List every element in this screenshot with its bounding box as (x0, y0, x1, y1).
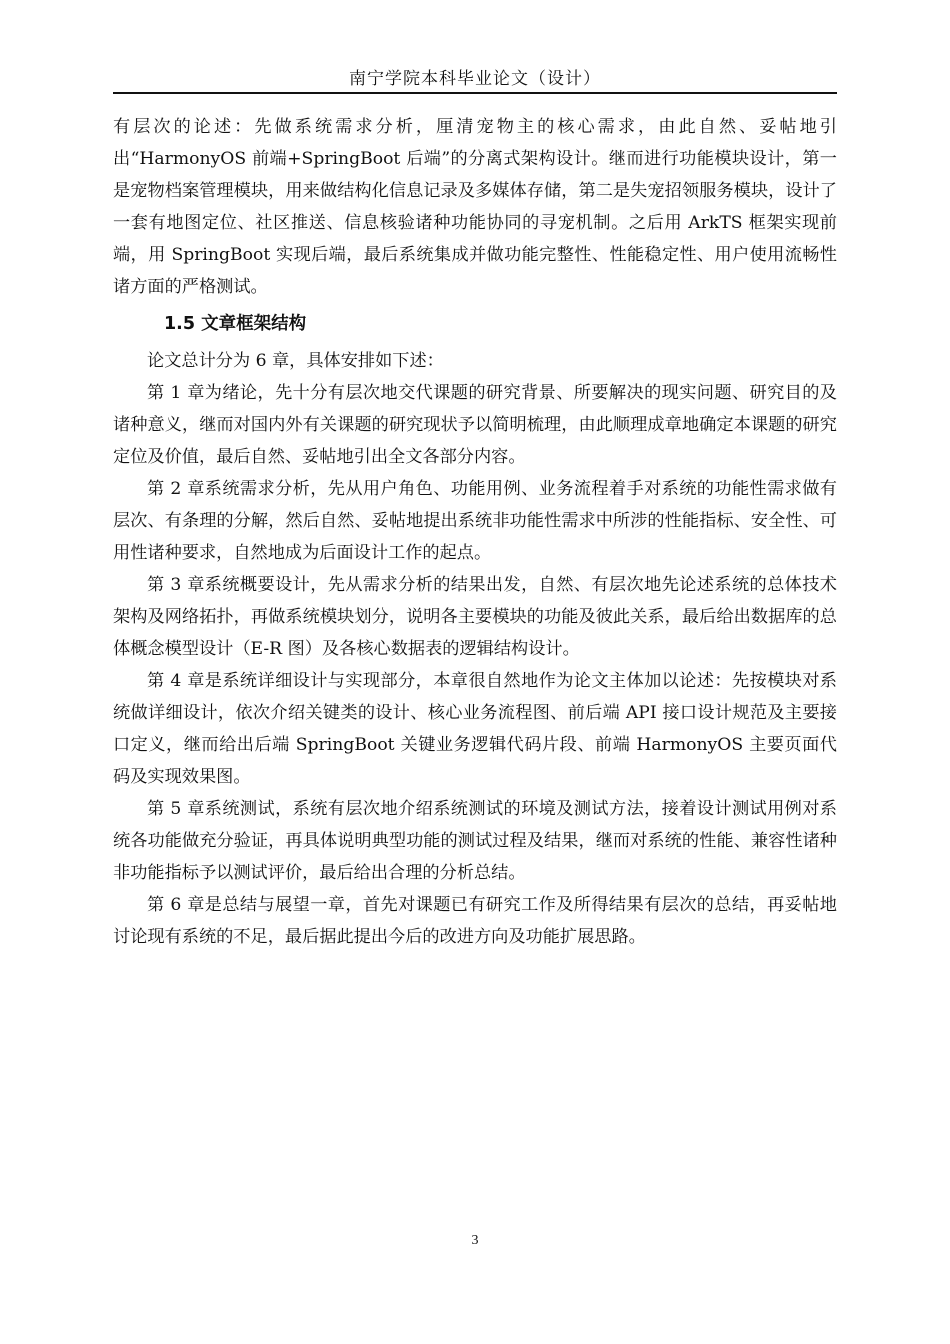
intro-paragraph: 有层次的论述：先做系统需求分析，厘清宠物主的核心需求，由此自然、妥帖地引出“HarmonyOS 前端+SpringBoot 后端”的分离式架构设计。继而进行功能模块设计，第一是宠物档案管理模块，用来做结构化信息记录及多媒体存储，第二是失宠招领服务模块，设计了一套有地图定位、社区推送、信息核验诸种功能协同的寻宠机制。之后用 ArkTS 框架实现前端，用 SpringBoot 实现后端，最后系统集成并做功能完整性、性能稳定性、用户使用流畅性诸方面的严格测试。 (113, 117, 837, 297)
chapter-5-paragraph: 第 5 章系统测试，系统有层次地介绍系统测试的环境及测试方法，接着设计测试用例对系统各功能做充分验证，再具体说明典型功能的测试过程及结果，继而对系统的性能、兼容性诸种非功能指标予以测试评价，最后给出合理的分析总结。 (113, 799, 837, 883)
chapter-4-paragraph: 第 4 章是系统详细设计与实现部分，本章很自然地作为论文主体加以论述：先按模块对系统做详细设计，依次介绍关键类的设计、核心业务流程图、前后端 API 接口设计规范及主要接口定义，继而给出后端 SpringBoot 关键业务逻辑代码片段、前端 HarmonyOS 主要页面代码及实现效果图。 (113, 671, 837, 787)
page-number: 3 (471, 1233, 479, 1248)
chapter-overview-paragraph: 论文总计分为 6 章，具体安排如下述： (147, 351, 444, 371)
page-body (113, 111, 837, 953)
chapter-6-paragraph: 第 6 章是总结与展望一章，首先对课题已有研究工作及所得结果有层次的总结，再妥帖地讨论现有系统的不足，最后据此提出今后的改进方向及功能扩展思路。 (113, 895, 837, 947)
running-header: 南宁学院本科毕业论文（设计） (349, 69, 601, 89)
chapter-3-paragraph: 第 3 章系统概要设计，先从需求分析的结果出发，自然、有层次地先论述系统的总体技术架构及网络拓扑，再做系统模块划分，说明各主要模块的功能及彼此关系，最后给出数据库的总体概念模型设计（E-R 图）及各核心数据表的逻辑结构设计。 (113, 575, 837, 659)
chapter-2-paragraph: 第 2 章系统需求分析，先从用户角色、功能用例、业务流程着手对系统的功能性需求做有层次、有条理的分解，然后自然、妥帖地提出系统非功能性需求中所涉的性能指标、安全性、可用性诸种要求，自然地成为后面设计工作的起点。 (113, 479, 837, 563)
section-heading: 1.5 文章框架结构 (164, 314, 307, 334)
chapter-1-paragraph: 第 1 章为绪论，先十分有层次地交代课题的研究背景、所要解决的现实问题、研究目的及诸种意义，继而对国内外有关课题的研究现状予以简明梳理，由此顺理成章地确定本课题的研究定位及价值，最后自然、妥帖地引出全文各部分内容。 (113, 383, 837, 467)
header-divider (113, 92, 837, 94)
